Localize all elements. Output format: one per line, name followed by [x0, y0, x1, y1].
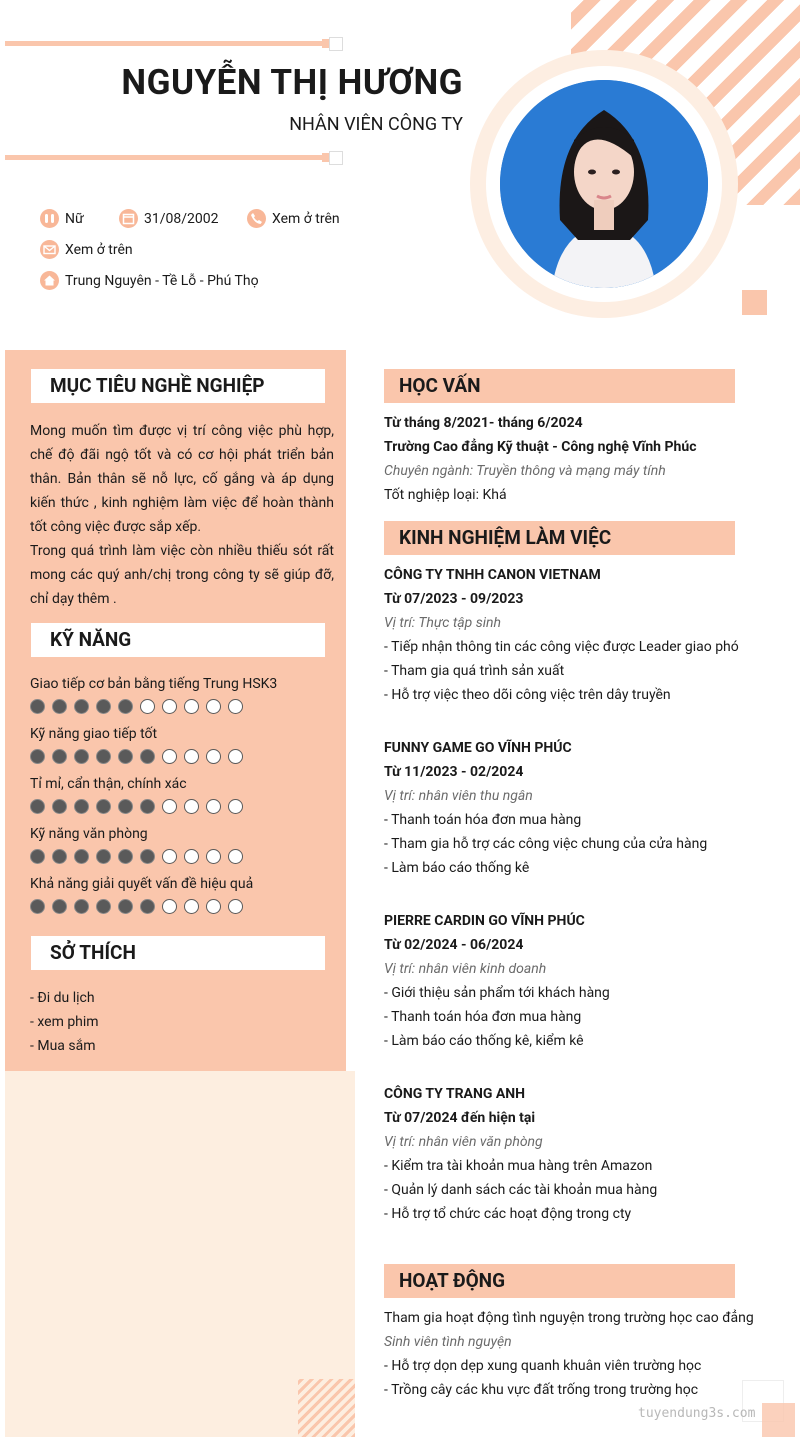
info-address	[40, 271, 259, 290]
rating-dot-filled	[30, 899, 45, 914]
full-name: NGUYỄN THỊ HƯƠNG	[121, 62, 463, 103]
objective-paragraph-2: Trong quá trình làm việc còn nhiều thiếu sót rất mong các quý anh/chị trong công ty sẽ giúp đỡ, chỉ dạy thêm .	[30, 543, 334, 607]
rating-dot-filled	[140, 799, 155, 814]
top-line-decoration	[5, 41, 327, 46]
watermark: tuyendung3s.com	[638, 1406, 756, 1421]
job-duty: - Tiếp nhận thông tin các công việc được Leader giao phó	[384, 639, 739, 655]
rating-dot-filled	[118, 899, 133, 914]
rating-dot-empty	[140, 699, 155, 714]
job-duty: - Kiểm tra tài khoản mua hàng trên Amazon	[384, 1158, 653, 1174]
left-bottom-stripes	[298, 1379, 355, 1437]
job-duty: - Tham gia hỗ trợ các công việc chung của cửa hàng	[384, 836, 708, 852]
job-duty: - Hỗ trợ việc theo dõi công việc trên dây truyền	[384, 687, 671, 703]
rating-dot-empty	[228, 749, 243, 764]
birthday-value: 31/08/2002	[144, 210, 219, 227]
rating-dot-filled	[74, 699, 89, 714]
phone-value: Xem ở trên	[272, 210, 340, 227]
rating-dot-filled	[96, 749, 111, 764]
skill-rating	[30, 899, 250, 914]
job-duty: - Tham gia quá trình sản xuất	[384, 663, 565, 679]
job-duty: - Làm báo cáo thống kê	[384, 860, 530, 876]
activity-item: - Hỗ trợ dọn dẹp xung quanh khuân viên trường học	[384, 1358, 702, 1374]
job-period: Từ 07/2023 - 09/2023	[384, 591, 524, 607]
skill-label: Khả năng giải quyết vấn đề hiệu quả	[30, 876, 254, 892]
job-position: Vị trí: nhân viên văn phòng	[384, 1134, 543, 1150]
rating-dot-filled	[52, 899, 67, 914]
skill-rating	[30, 799, 250, 814]
rating-dot-filled	[96, 799, 111, 814]
skill-label: Giao tiếp cơ bản bằng tiếng Trung HSK3	[30, 676, 278, 692]
rating-dot-empty	[184, 799, 199, 814]
education-grade: Tốt nghiệp loại: Khá	[384, 487, 507, 503]
rating-dot-empty	[206, 799, 221, 814]
rating-dot-filled	[140, 899, 155, 914]
job-position: Vị trí: nhân viên kinh doanh	[384, 961, 547, 977]
info-birthday	[119, 209, 219, 228]
hobby-item: - xem phim	[30, 1014, 99, 1030]
rating-dot-empty	[162, 749, 177, 764]
rating-dot-filled	[30, 849, 45, 864]
skill-rating	[30, 699, 250, 714]
activities-heading: HOẠT ĐỘNG	[384, 1264, 735, 1298]
home-icon	[40, 271, 59, 290]
hobbies-heading: SỞ THÍCH	[31, 936, 325, 970]
education-heading: HỌC VẤN	[384, 369, 735, 403]
rating-dot-empty	[184, 849, 199, 864]
rating-dot-empty	[184, 699, 199, 714]
activity-role: Sinh viên tình nguyện	[384, 1334, 512, 1350]
job-company: PIERRE CARDIN GO VĨNH PHÚC	[384, 913, 585, 929]
job-title: NHÂN VIÊN CÔNG TY	[289, 114, 463, 135]
gender-icon	[40, 209, 59, 228]
rating-dot-filled	[52, 849, 67, 864]
job-position: Vị trí: Thực tập sinh	[384, 615, 502, 631]
address-value: Trung Nguyên - Tề Lỗ - Phú Thọ	[65, 272, 259, 289]
info-phone	[247, 209, 340, 228]
job-duty: - Thanh toán hóa đơn mua hàng	[384, 1009, 582, 1025]
job-period: Từ 07/2024 đến hiện tại	[384, 1110, 536, 1126]
skill-rating	[30, 849, 250, 864]
rating-dot-filled	[118, 699, 133, 714]
rating-dot-filled	[52, 699, 67, 714]
top-line-square	[329, 37, 343, 51]
rating-dot-empty	[162, 899, 177, 914]
job-duty: - Hỗ trợ tổ chức các hoạt động trong cty	[384, 1206, 632, 1222]
rating-dot-empty	[228, 899, 243, 914]
objective-heading: MỤC TIÊU NGHỀ NGHIỆP	[31, 369, 325, 403]
rating-dot-empty	[162, 799, 177, 814]
rating-dot-filled	[52, 749, 67, 764]
rating-dot-empty	[206, 749, 221, 764]
rating-dot-filled	[140, 849, 155, 864]
email-icon	[40, 240, 59, 259]
rating-dot-empty	[228, 849, 243, 864]
rating-dot-empty	[162, 699, 177, 714]
rating-dot-filled	[140, 749, 155, 764]
education-major: Chuyên ngành: Truyền thông và mạng máy tính	[384, 463, 666, 479]
rating-dot-filled	[118, 749, 133, 764]
hobby-item: - Mua sắm	[30, 1038, 96, 1054]
rating-dot-filled	[96, 699, 111, 714]
rating-dot-empty	[184, 899, 199, 914]
rating-dot-empty	[206, 899, 221, 914]
rating-dot-filled	[74, 899, 89, 914]
skill-rating	[30, 749, 250, 764]
corner-square-bottom	[762, 1403, 795, 1437]
corner-square-decoration	[742, 290, 767, 315]
rating-dot-empty	[184, 749, 199, 764]
rating-dot-filled	[52, 799, 67, 814]
job-company: CÔNG TY TRANG ANH	[384, 1086, 526, 1102]
rating-dot-filled	[30, 699, 45, 714]
activity-item: - Trồng cây các khu vực đất trống trong trường học	[384, 1382, 699, 1398]
bottom-line-square	[329, 151, 343, 165]
rating-dot-filled	[74, 749, 89, 764]
job-period: Từ 02/2024 - 06/2024	[384, 937, 524, 953]
skill-label: Kỹ năng giao tiếp tốt	[30, 726, 158, 742]
skills-heading: KỸ NĂNG	[31, 623, 325, 657]
skill-label: Kỹ năng văn phòng	[30, 826, 148, 842]
job-company: FUNNY GAME GO VĨNH PHÚC	[384, 740, 572, 756]
skill-label: Tỉ mỉ, cẩn thận, chính xác	[30, 776, 187, 792]
activity-description: Tham gia hoạt động tình nguyện trong trường học cao đẳng	[384, 1310, 754, 1326]
rating-dot-empty	[162, 849, 177, 864]
job-company: CÔNG TY TNHH CANON VIETNAM	[384, 567, 601, 583]
job-duty: - Quản lý danh sách các tài khoản mua hàng	[384, 1182, 658, 1198]
email-value: Xem ở trên	[65, 241, 133, 258]
bottom-line-decoration	[5, 155, 327, 160]
rating-dot-filled	[118, 849, 133, 864]
rating-dot-empty	[228, 799, 243, 814]
experience-heading: KINH NGHIỆM LÀM VIỆC	[384, 521, 735, 555]
phone-icon	[247, 209, 266, 228]
calendar-icon	[119, 209, 138, 228]
hobby-item: - Đi du lịch	[30, 990, 95, 1006]
rating-dot-empty	[206, 849, 221, 864]
profile-photo	[500, 80, 708, 288]
job-duty: - Làm báo cáo thống kê, kiểm kê	[384, 1033, 584, 1049]
rating-dot-filled	[74, 799, 89, 814]
education-period: Từ tháng 8/2021- tháng 6/2024	[384, 415, 583, 431]
rating-dot-filled	[118, 799, 133, 814]
job-duty: - Giới thiệu sản phẩm tới khách hàng	[384, 985, 610, 1001]
info-email	[40, 240, 133, 259]
rating-dot-empty	[206, 699, 221, 714]
gender-value: Nữ	[65, 210, 84, 227]
rating-dot-filled	[96, 849, 111, 864]
job-position: Vị trí: nhân viên thu ngân	[384, 788, 533, 804]
rating-dot-filled	[30, 799, 45, 814]
rating-dot-filled	[74, 849, 89, 864]
info-gender	[40, 209, 84, 228]
job-duty: - Thanh toán hóa đơn mua hàng	[384, 812, 582, 828]
rating-dot-filled	[96, 899, 111, 914]
rating-dot-filled	[30, 749, 45, 764]
rating-dot-empty	[228, 699, 243, 714]
objective-paragraph-1: Mong muốn tìm được vị trí công việc phù hợp, chế độ đãi ngộ tốt và có cơ hội phát triển bản thân. Bản thân sẽ nỗ lực, cố gắng và áp dụng kiến thức , kinh nghiệm làm việc để hoàn thành tốt công việc được sắp xếp.	[30, 423, 334, 535]
education-school: Trường Cao đẳng Kỹ thuật - Công nghệ Vĩnh Phúc	[384, 439, 697, 455]
job-period: Từ 11/2023 - 02/2024	[384, 764, 524, 780]
